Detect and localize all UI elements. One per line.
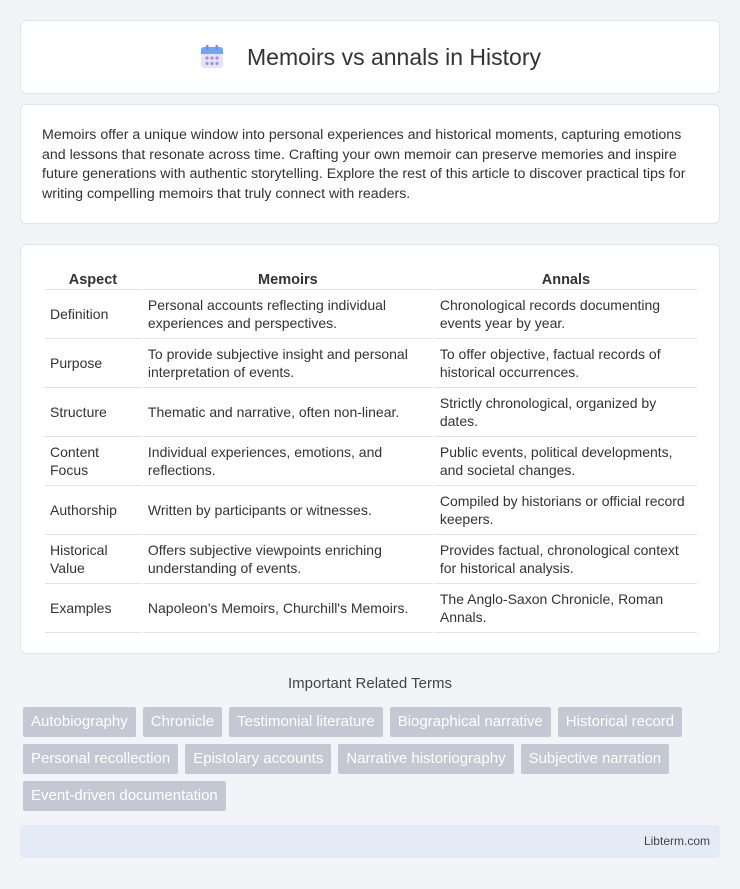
annals-cell: Public events, political developments, and societal changes. [435, 437, 697, 486]
related-terms-tags [23, 707, 703, 811]
aspect-cell: Examples [45, 584, 141, 633]
annals-cell: Chronological records documenting events year by year. [435, 290, 697, 339]
memoirs-cell: Individual experiences, emotions, and reflections. [143, 437, 433, 486]
calendar-icon [199, 44, 225, 70]
page-title: Memoirs vs annals in History [247, 43, 541, 70]
intro-section [20, 104, 720, 224]
footer-site-link[interactable]: Libterm.com [643, 834, 710, 848]
memoirs-cell: Written by participants or witnesses. [143, 486, 433, 535]
annals-cell: Strictly chronological, organized by dates. [435, 388, 697, 437]
table-row [45, 290, 697, 339]
header-annals: Annals [435, 265, 697, 290]
annals-cell: To offer objective, factual records of historical occurrences. [435, 339, 697, 388]
aspect-cell: Definition [45, 290, 141, 339]
annals-cell: The Anglo-Saxon Chronicle, Roman Annals. [435, 584, 697, 633]
related-term-tag[interactable]: Biographical narrative [390, 707, 551, 737]
related-terms-title: Important Related Terms [288, 675, 452, 692]
memoirs-cell: Napoleon's Memoirs, Churchill's Memoirs. [143, 584, 433, 633]
related-term-tag[interactable]: Historical record [558, 707, 682, 737]
table-row [45, 437, 697, 486]
header-memoirs: Memoirs [143, 265, 433, 290]
related-term-tag[interactable]: Testimonial literature [229, 707, 383, 737]
comparison-table [43, 265, 699, 633]
related-term-tag[interactable]: Personal recollection [23, 744, 178, 774]
table-header-row [45, 265, 697, 290]
related-term-tag[interactable]: Subjective narration [521, 744, 670, 774]
aspect-cell: Historical Value [45, 535, 141, 584]
memoirs-cell: To provide subjective insight and personal interpretation of events. [143, 339, 433, 388]
memoirs-cell: Thematic and narrative, often non-linear. [143, 388, 433, 437]
aspect-cell: Structure [45, 388, 141, 437]
related-term-tag[interactable]: Autobiography [23, 707, 136, 737]
memoirs-cell: Offers subjective viewpoints enriching understanding of events. [143, 535, 433, 584]
aspect-cell: Purpose [45, 339, 141, 388]
table-row [45, 486, 697, 535]
aspect-cell: Content Focus [45, 437, 141, 486]
footer [20, 825, 720, 858]
annals-cell: Provides factual, chronological context for historical analysis. [435, 535, 697, 584]
page-header [20, 20, 720, 94]
table-row [45, 339, 697, 388]
table-row [45, 535, 697, 584]
related-term-tag[interactable]: Narrative historiography [338, 744, 513, 774]
intro-text: Memoirs offer a unique window into personal experiences and historical moments, capturing emotions and lessons that resonate across time. Crafting your own memoir can preserve memories and inspire future generations with authentic storytelling. Explore the rest of this article to discover practical tips for writing compelling memoirs that truly connect with readers. [42, 127, 686, 202]
related-term-tag[interactable]: Event-driven documentation [23, 781, 226, 811]
comparison-table-card [20, 244, 720, 654]
related-term-tag[interactable]: Epistolary accounts [185, 744, 331, 774]
table-row [45, 584, 697, 633]
memoirs-cell: Personal accounts reflecting individual experiences and perspectives. [143, 290, 433, 339]
aspect-cell: Authorship [45, 486, 141, 535]
related-term-tag[interactable]: Chronicle [143, 707, 222, 737]
header-aspect: Aspect [45, 265, 141, 290]
annals-cell: Compiled by historians or official record keepers. [435, 486, 697, 535]
table-row [45, 388, 697, 437]
